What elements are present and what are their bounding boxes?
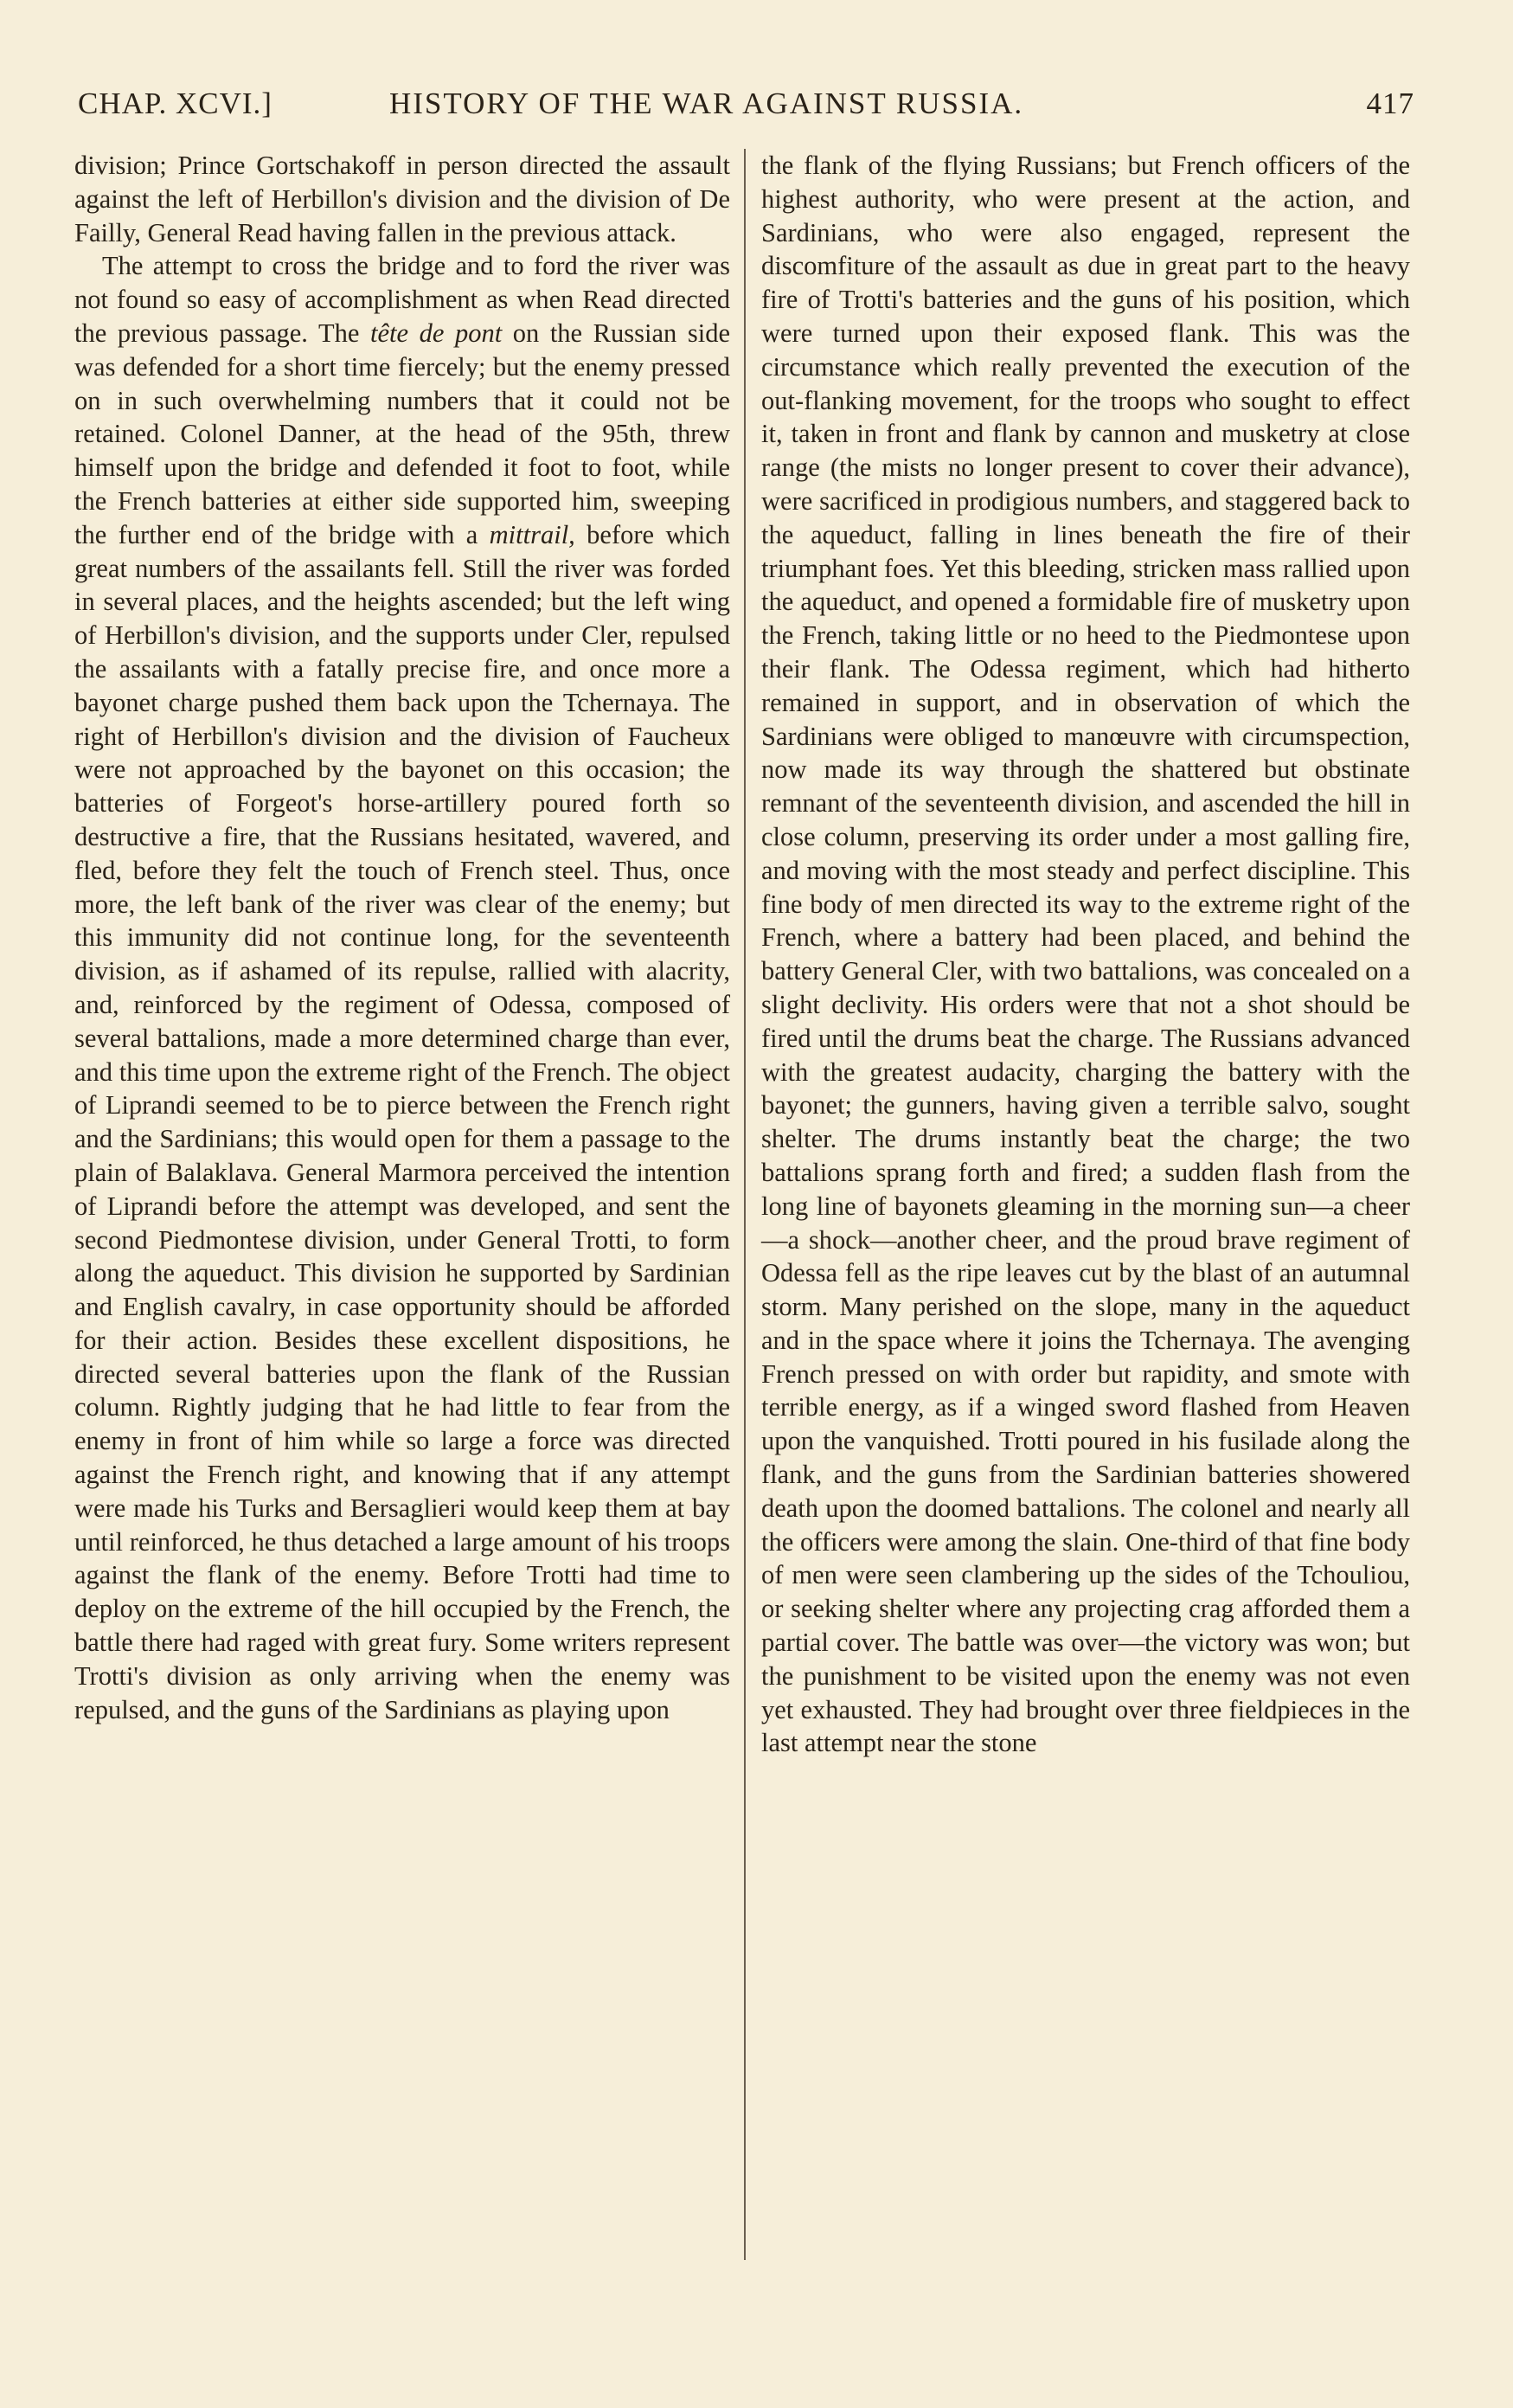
italic-phrase: mittrail, [489, 519, 575, 549]
column-divider [744, 149, 746, 2260]
text-run: on the Russian side was defended for a short time fiercely; but the enemy pressed on in such overwhelming numbers that it could not be retained. Colonel Danner, at the head of the 95th, threw himself upon the bridge and defended it foot to foot, while the French batteries at either side supported him, sweeping the further end of the bridge with a [74, 318, 730, 549]
text-run: before which great numbers of the assailants fell. Still the river was forded in several places, and the heights ascended; but the left wing of Herbillon's division, and the supports under Cler, repulsed the assailants with a fatally precise fire, and once more a bayonet charge pushed them back upon the Tchernaya. The right of Herbillon's division and the division of Faucheux were not approached by the bayonet on this occasion; the batteries of Forgeot's horse-artillery poured forth so destructive a fire, that the Russians hesitated, wavered, and fled, before they felt the touch of French steel. Thus, once more, the left bank of the river was clear of the enemy; but this immunity did not continue long, for the seventeenth division, as if ashamed of its repulse, rallied with alacrity, and, reinforced by the regiment of Odessa, composed of several battalions, made a more determined charge than ever, and this time upon the extreme right of the French. The object of Liprandi seemed to be to pierce between the French right and the Sardinians; this would open for them a passage to the plain of Balaklava. General Marmora perceived the intention of Liprandi before the attempt was developed, and sent the second Piedmontese division, under General Trotti, to form along the aqueduct. This division he supported by Sardinian and English cavalry, in case opportunity should be afforded for their action. Besides these excellent dispositions, he directed several batteries upon the flank of the Russian column. Rightly judging that he had little to fear from the enemy in front of him while so large a force was directed against the French right, and knowing that if any attempt were made his Turks and Bersaglieri would keep them at bay until reinforced, he thus detached a large amount of his troops against the flank of the enemy. Before Trotti had time to deploy on the extreme of the hill occupied by the French, the battle there had raged with great fury. Some writers represent Trotti's division as only arriving when the enemy was repulsed, and the guns of the Sardinians as playing upon [74, 519, 730, 1724]
paragraph [74, 249, 730, 1726]
running-title: HISTORY OF THE WAR AGAINST RUSSIA. [389, 87, 1024, 120]
page-number: 417 [1366, 87, 1414, 120]
right-column [761, 149, 1410, 1760]
paragraph: the flank of the flying Russians; but French officers of the highest authority, who were present at the action, and Sardinians, who were also engaged, represent the discomfiture of the assault as due in great part to the heavy fire of Trotti's batteries and the guns of his position, which were turned upon their exposed flank. This was the circumstance which really prevented the execution of the out-flanking movement, for the troops who sought to effect it, taken in front and flank by cannon and musketry at close range (the mists no longer present to cover their advance), were sacrificed in prodigious numbers, and staggered back to the aqueduct, falling in lines beneath the fire of their triumphant foes. Yet this bleeding, stricken mass rallied upon the aqueduct, and opened a formidable fire of musketry upon the French, taking little or no heed to the Piedmontese upon their flank. The Odessa regiment, which had hitherto remained in support, and in observation of which the Sardinians were obliged to manœuvre with circumspection, now made its way through the shattered but obstinate remnant of the seventeenth division, and ascended the hill in close column, preserving its order under a most galling fire, and moving with the most steady and perfect discipline. This fine body of men directed its way to the extreme right of the French, where a battery had been placed, and behind the battery General Cler, with two battalions, was concealed on a slight declivity. His orders were that not a shot should be fired until the drums beat the charge. The Russians advanced with the greatest audacity, charging the battery with the bayonet; the gunners, having given a terrible salvo, sought shelter. The drums instantly beat the charge; the two battalions sprang forth and fired; a sudden flash from the long line of bayonets gleaming in the morning sun—a cheer—a shock—another cheer, and the proud brave regiment of Odessa fell as the ripe leaves cut by the blast of an autumnal storm. Many perished on the slope, many in the aqueduct and in the space where it joins the Tchernaya. The avenging French pressed on with order but rapidity, and smote with terrible energy, as if a winged sword flashed from Heaven upon the vanquished. Trotti poured in his fusilade along the flank, and the guns from the Sardinian batteries showered death upon the doomed battalions. The colonel and nearly all the officers were among the slain. One-third of that fine body of men were seen clambering up the sides of the Tchouliou, or seeking shelter where any projecting crag afforded them a partial cover. The battle was over—the victory was won; but the punishment to be visited upon the enemy was not even yet exhausted. They had brought over three fieldpieces in the last attempt near the stone [761, 151, 1410, 1758]
text-run: The attempt to cross the bridge and to ford the river was not found so easy of accomplishment as when Read directed the previous passage. The [74, 251, 730, 348]
italic-phrase: tête de pont [369, 318, 503, 348]
paragraph: division; Prince Gortschakoff in person directed the assault against the left of Herbillon's division and the division of De Failly, General Read having fallen in the previous attack. [74, 151, 730, 247]
running-header [78, 87, 1414, 130]
chapter-label: CHAP. XCVI.] [78, 87, 272, 120]
left-column [74, 149, 730, 1726]
